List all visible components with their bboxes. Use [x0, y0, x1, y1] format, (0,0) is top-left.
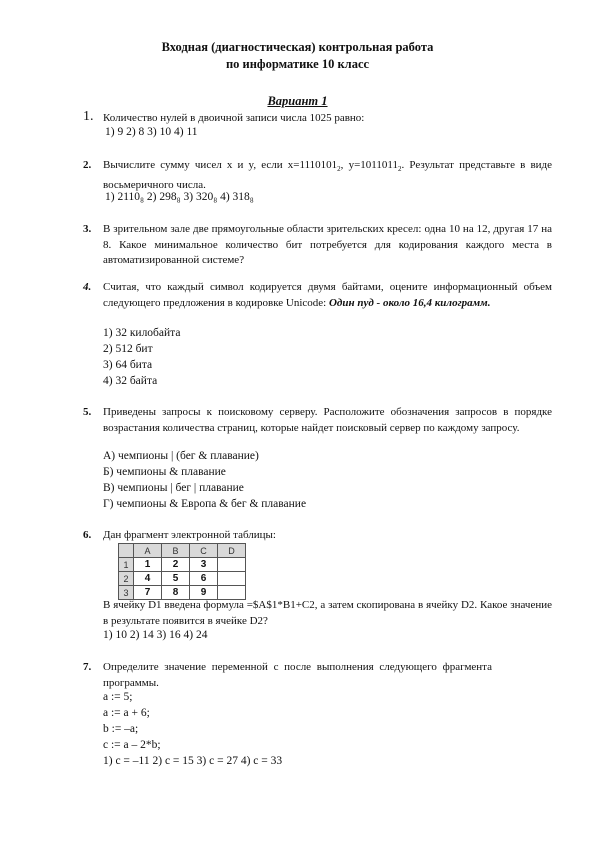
code-line: a := 5;: [103, 691, 133, 703]
question-number: 3.: [83, 223, 92, 235]
spreadsheet-header-row: [119, 544, 246, 558]
code-line: c := a – 2*b;: [103, 739, 161, 751]
question-text: Определите значение переменной c после выполнения следующего фрагмента программы.: [103, 661, 492, 689]
question-4-option-4: 4) 32 байта: [103, 375, 158, 387]
question-text: В зрительном зале две прямоугольные области зрительских кресел: одна 10 на 12, другая 17 на 8. Какое минимальное количество бит потребуется для кодирования каждого места в автоматизированной системе?: [103, 223, 552, 266]
code-line: a := a + 6;: [103, 707, 150, 719]
row-header: 2: [119, 572, 134, 586]
spreadsheet-row: [119, 572, 246, 586]
question-number: 7.: [83, 661, 92, 673]
question-6: [83, 528, 552, 544]
question-7-options: 1) c = –11 2) c = 15 3) c = 27 4) c = 33: [103, 755, 283, 767]
table-cell: 4: [134, 572, 162, 586]
question-5-option-a: А) чемпионы | (бег & плавание): [103, 450, 259, 462]
question-6-options: 1) 10 2) 14 3) 16 4) 24: [103, 629, 208, 641]
doc-title-line1: Входная (диагностическая) контрольная работа: [161, 40, 434, 54]
spreadsheet-row: [119, 558, 246, 572]
question-text: Дан фрагмент электронной таблицы:: [103, 529, 276, 541]
table-cell: 5: [162, 572, 190, 586]
question-text: Количество нулей в двоичной записи числа 1025 равно:: [103, 112, 365, 124]
code-line: b := –a;: [103, 723, 139, 735]
question-text: Считая, что каждый символ кодируется двумя байтами, оцените информационный объем следующего предложения в кодировке Unicode: Один пуд - около 16,4 килограмм.: [103, 281, 552, 309]
row-header: 3: [119, 586, 134, 600]
spreadsheet-fragment: [118, 543, 246, 600]
question-text: В ячейку D1 введена формула =$A$1*B1+C2, а затем скопирована в ячейку D2. Какое значение в результате появится в ячейке D2?: [103, 599, 552, 627]
question-text: Приведены запросы к поисковому серверу. Расположите обозначения запросов в порядке возрастания количества страниц, которые найдет поисковый сервер по каждому запросу.: [103, 406, 552, 434]
question-1-options: 1) 9 2) 8 3) 10 4) 11: [105, 126, 198, 138]
question-text: Вычислите сумму чисел x и y, если $x=1110101_2$, $y=1011011_2$. Результат представьте в виде восьмеричного числа.: [103, 159, 553, 191]
quoted-sentence: Один пуд - около 16,4 килограмм.: [328, 296, 491, 309]
question-4-option-2: 2) 512 бит: [103, 343, 153, 355]
question-3: [83, 222, 552, 269]
variant-heading: Вариант 1: [267, 94, 328, 108]
table-cell: 7: [134, 586, 162, 600]
table-cell: 3: [190, 558, 218, 572]
table-cell: 1: [134, 558, 162, 572]
question-5-option-b: Б) чемпионы & плавание: [103, 466, 226, 478]
column-header: D: [218, 544, 246, 558]
column-header: A: [134, 544, 162, 558]
question-number: 5.: [83, 406, 92, 418]
question-number: 6.: [83, 529, 92, 541]
question-7: [83, 660, 552, 691]
question-4-option-3: 3) 64 бита: [103, 359, 153, 371]
table-cell: 2: [162, 558, 190, 572]
question-5-option-d: Г) чемпионы & Европа & бег & плавание: [103, 498, 307, 510]
question-4: [83, 280, 552, 311]
table-cell: 9: [190, 586, 218, 600]
spreadsheet-corner: [119, 544, 134, 558]
question-5-option-c: В) чемпионы | бег | плавание: [103, 482, 244, 494]
question-2: [83, 158, 553, 193]
question-number: 4.: [83, 281, 92, 293]
row-header: 1: [119, 558, 134, 572]
doc-title-line2: по информатике 10 класс: [225, 57, 370, 71]
table-cell: 8: [162, 586, 190, 600]
question-5: [83, 405, 552, 436]
question-4-option-1: 1) 32 килобайта: [103, 327, 181, 339]
column-header: B: [162, 544, 190, 558]
table-cell: [218, 558, 246, 572]
table-cell: [218, 572, 246, 586]
question-2-options: 1) 2110₈ 2) 298₈ 3) 320₈ 4) 318₈: [105, 191, 254, 203]
column-header: C: [190, 544, 218, 558]
question-number: 2.: [83, 159, 92, 171]
question-6-continuation: [103, 598, 552, 629]
table-cell: 6: [190, 572, 218, 586]
question-number: 1.: [83, 109, 94, 124]
question-1: [83, 109, 552, 127]
